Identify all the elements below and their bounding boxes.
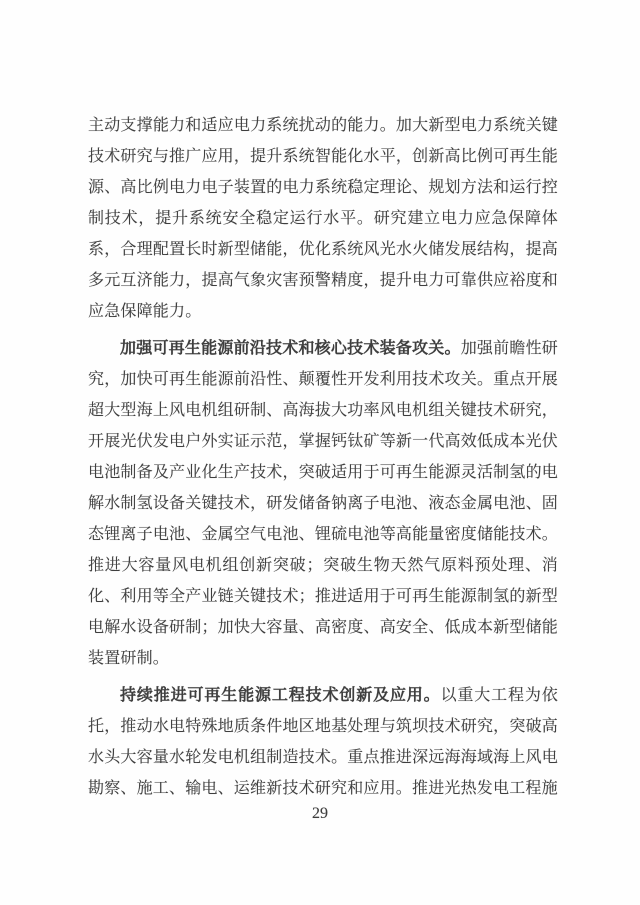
text-block — [88, 110, 558, 804]
paragraph-lead: 持续推进可再生能源工程技术创新及应用。 — [120, 687, 441, 704]
paragraph — [88, 680, 558, 804]
paragraph-lead: 加强可再生能源前沿技术和核心技术装备攻关。 — [120, 340, 461, 357]
page-number: 29 — [312, 805, 328, 822]
paragraph — [88, 110, 558, 327]
paragraph-body: 加强前瞻性研究，加快可再生能源前沿性、颠覆性开发利用技术攻关。重点开展超大型海上风电机组研制、高海拔大功率风电机组关键技术研究，开展光伏发电户外实证示范，掌握钙钛矿等新一代高效低成本光伏电池制备及产业化生产技术，突破适用于可再生能源灵活制氢的电解水制氢设备关键技术，研发储备钠离子电池、液态金属电池、固态锂离子电池、金属空气电池、锂硫电池等高能量密度储能技术。推进大容量风电机组创新突破；突破生物天然气原料预处理、消化、利用等全产业链关键技术；推进适用于可再生能源制氢的新型电解水设备研制；加快大容量、高密度、高安全、低成本新型储能装置研制。 — [88, 340, 559, 667]
paragraph — [88, 333, 558, 674]
paragraph-body: 主动支撑能力和适应电力系统扰动的能力。加大新型电力系统关键技术研究与推广应用，提升系统智能化水平，创新高比例可再生能源、高比例电力电子装置的电力系统稳定理论、规划方法和运行控制技术，提升系统安全稳定运行水平。研究建立电力应急保障体系，合理配置长时新型储能，优化系统风光水火储发展结构，提高多元互济能力，提高气象灾害预警精度，提升电力可靠供应裕度和应急保障能力。 — [88, 117, 558, 320]
paragraph-body: 以重大工程为依托，推动水电特殊地质条件地区地基处理与筑坝技术研究，突破高水头大容量水轮发电机组制造技术。重点推进深远海海域海上风电勘察、施工、输电、运维新技术研究和应用。推进光热发电工程施 — [88, 687, 558, 797]
